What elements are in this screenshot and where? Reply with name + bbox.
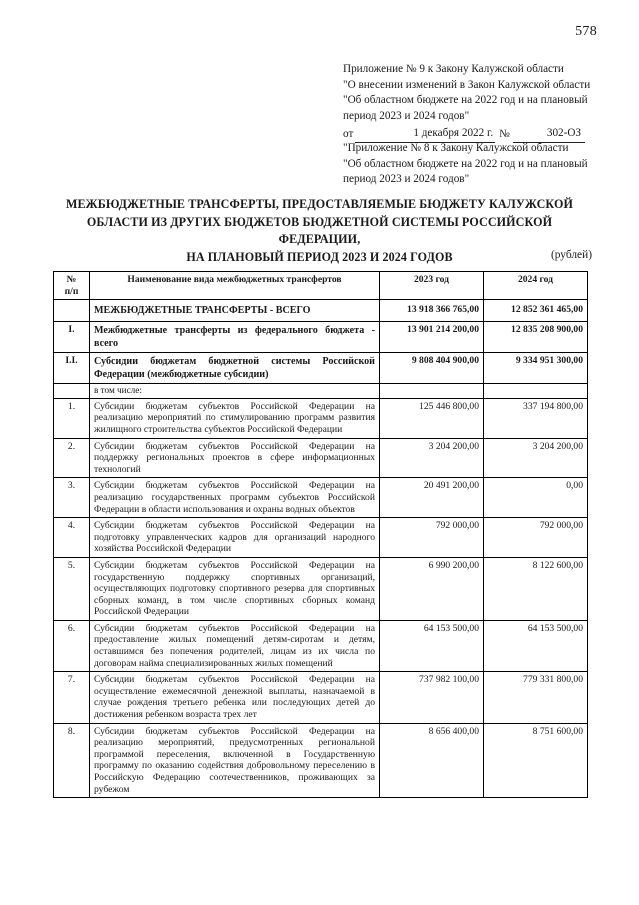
row-name-cell: Субсидии бюджетам субъектов Российской Федерации на реализацию государственных программ субъектов Российской Федерации в области использования и охраны водных объектов (90, 478, 380, 518)
table-row (54, 438, 588, 478)
col-header-name: Наименование вида межбюджетных трансфертов (90, 272, 380, 300)
appendix-reference-block-1 (343, 62, 623, 143)
table-row (54, 398, 588, 438)
title-line-1: МЕЖБЮДЖЕТНЫЕ ТРАНСФЕРТЫ, ПРЕДОСТАВЛЯЕМЫЕ БЮДЖЕТУ КАЛУЖСКОЙ (65, 197, 574, 211)
title-line-2: ОБЛАСТИ ИЗ ДРУГИХ БЮДЖЕТОВ БЮДЖЕТНОЙ СИСТЕМЫ РОССИЙСКОЙ ФЕДЕРАЦИИ, (86, 214, 553, 246)
row-value-2023: 9 808 404 900,00 (380, 353, 484, 384)
ref1-line-4: период 2023 и 2024 годов" (343, 109, 470, 122)
table-header (54, 272, 588, 300)
table-row (54, 384, 588, 399)
row-number-cell: 6. (54, 620, 90, 671)
row-value-2023: 125 446 800,00 (380, 398, 484, 438)
ref2-line-2: "Об областном бюджете на 2022 год и на плановый (343, 157, 588, 170)
row-number-cell: 3. (54, 478, 90, 518)
table-row (54, 353, 588, 384)
row-number-cell (54, 300, 90, 322)
table-row (54, 300, 588, 322)
law-date: 1 декабря 2022 г. (411, 126, 495, 143)
table-row (54, 620, 588, 671)
row-value-2023: 13 901 214 200,00 (380, 322, 484, 353)
ref2-line-3: период 2023 и 2024 годов" (343, 173, 470, 186)
table-row (54, 672, 588, 723)
interbudget-transfers-table (53, 271, 588, 798)
document-title (56, 196, 583, 266)
from-label: от (343, 128, 354, 141)
table-row (54, 322, 588, 353)
row-value-2023: 6 990 200,00 (380, 557, 484, 620)
row-value-2023: 13 918 366 765,00 (380, 300, 484, 322)
row-value-2023: 737 982 100,00 (380, 672, 484, 723)
row-number-cell: 1. (54, 398, 90, 438)
table-header-row (54, 272, 588, 300)
table-row (54, 518, 588, 558)
row-name-cell: Субсидии бюджетам субъектов Российской Федерации на подготовку управленческих кадров для организаций народного хозяйства Российской Федерации (90, 518, 380, 558)
row-name-cell: Субсидии бюджетам субъектов Российской Федерации на реализацию мероприятий, предусмотренных региональной программой переселения, включенной в Государственную программу по оказанию содействия добровольному переселению в Российскую Федерацию соотечественников, проживающих за рубежом (90, 723, 380, 798)
row-name-cell: Субсидии бюджетам субъектов Российской Федерации на поддержку региональных проектов в сфере информационных технологий (90, 438, 380, 478)
col-header-number-line2: п/п (64, 285, 79, 297)
row-number-cell: 5. (54, 557, 90, 620)
row-value-2024: 64 153 500,00 (484, 620, 588, 671)
ref2-line-1: "Приложение № 8 к Закону Калужской области (343, 142, 569, 154)
row-number-cell: 4. (54, 518, 90, 558)
transfers-table-wrapper (53, 271, 587, 798)
ref1-line-3: "Об областном бюджете на 2022 год и на плановый (343, 94, 588, 107)
row-name-cell: Межбюджетные трансферты из федерального бюджета - всего (90, 322, 380, 353)
title-line-3: НА ПЛАНОВЫЙ ПЕРИОД 2023 И 2024 ГОДОВ (186, 249, 453, 264)
table-body (54, 300, 588, 798)
row-value-2024: 779 331 800,00 (484, 672, 588, 723)
row-value-2024: 8 122 600,00 (484, 557, 588, 620)
col-header-year-2023: 2023 год (380, 272, 484, 300)
row-value-2023 (380, 384, 484, 399)
row-value-2023: 3 204 200,00 (380, 438, 484, 478)
table-row (54, 557, 588, 620)
col-header-number (54, 272, 90, 300)
col-header-number-line1: № (66, 274, 77, 285)
row-number-cell: 7. (54, 672, 90, 723)
row-value-2023: 792 000,00 (380, 518, 484, 558)
row-value-2024: 8 751 600,00 (484, 723, 588, 798)
row-value-2024: 792 000,00 (484, 518, 588, 558)
row-number-cell: I.I. (54, 353, 90, 384)
table-row (54, 478, 588, 518)
table-row (54, 723, 588, 798)
row-name-cell: в том числе: (90, 384, 380, 399)
row-number-cell: 8. (54, 723, 90, 798)
row-value-2024: 3 204 200,00 (484, 438, 588, 478)
ref1-line-1: Приложение № 9 к Закону Калужской области (343, 63, 564, 75)
row-value-2023: 20 491 200,00 (380, 478, 484, 518)
row-value-2023: 8 656 400,00 (380, 723, 484, 798)
row-value-2024 (484, 384, 588, 399)
row-value-2024: 9 334 951 300,00 (484, 353, 588, 384)
ref1-line-2: "О внесении изменений в Закон Калужской области (343, 78, 591, 91)
row-value-2023: 64 153 500,00 (380, 620, 484, 671)
row-name-cell: Субсидии бюджетам субъектов Российской Федерации на предоставление жилых помещений детям-сиротам и детям, оставшимся без попечения родителей, лицам из их числа по договорам найма специализированных жилых помещений (90, 620, 380, 671)
units-label: (рублей) (550, 249, 592, 261)
row-number-cell: I. (54, 322, 90, 353)
row-value-2024: 12 835 208 900,00 (484, 322, 588, 353)
row-number-cell: 2. (54, 438, 90, 478)
row-name-cell: МЕЖБЮДЖЕТНЫЕ ТРАНСФЕРТЫ - ВСЕГО (90, 300, 380, 322)
row-name-cell: Субсидии бюджетам субъектов Российской Федерации на реализацию мероприятий по стимулированию программ развития жилищного строительства субъектов Российской Федерации (90, 398, 380, 438)
row-name-cell: Субсидии бюджетам субъектов Российской Федерации на осуществление ежемесячной денежной выплаты, назначаемой в случае рождения третьего ребенка или последующих детей до достижения ребенком возраста трех лет (90, 672, 380, 723)
row-number-cell (54, 384, 90, 399)
row-name-cell: Субсидии бюджетам субъектов Российской Федерации на государственную поддержку спортивных организаций, осуществляющих подготовку спортивного резерва для спортивных сборных команд, в том числе спортивных сборных команд Российской Федерации (90, 557, 380, 620)
row-value-2024: 12 852 361 465,00 (484, 300, 588, 322)
page-number: 578 (575, 24, 597, 39)
appendix-reference-block-2 (343, 141, 623, 188)
row-value-2024: 337 194 800,00 (484, 398, 588, 438)
law-number: 302-ОЗ (543, 126, 585, 143)
row-name-cell: Субсидии бюджетам бюджетной системы Российской Федерации (межбюджетные субсидии) (90, 353, 380, 384)
col-header-year-2024: 2024 год (484, 272, 588, 300)
row-value-2024: 0,00 (484, 478, 588, 518)
number-sign: № (499, 128, 510, 141)
